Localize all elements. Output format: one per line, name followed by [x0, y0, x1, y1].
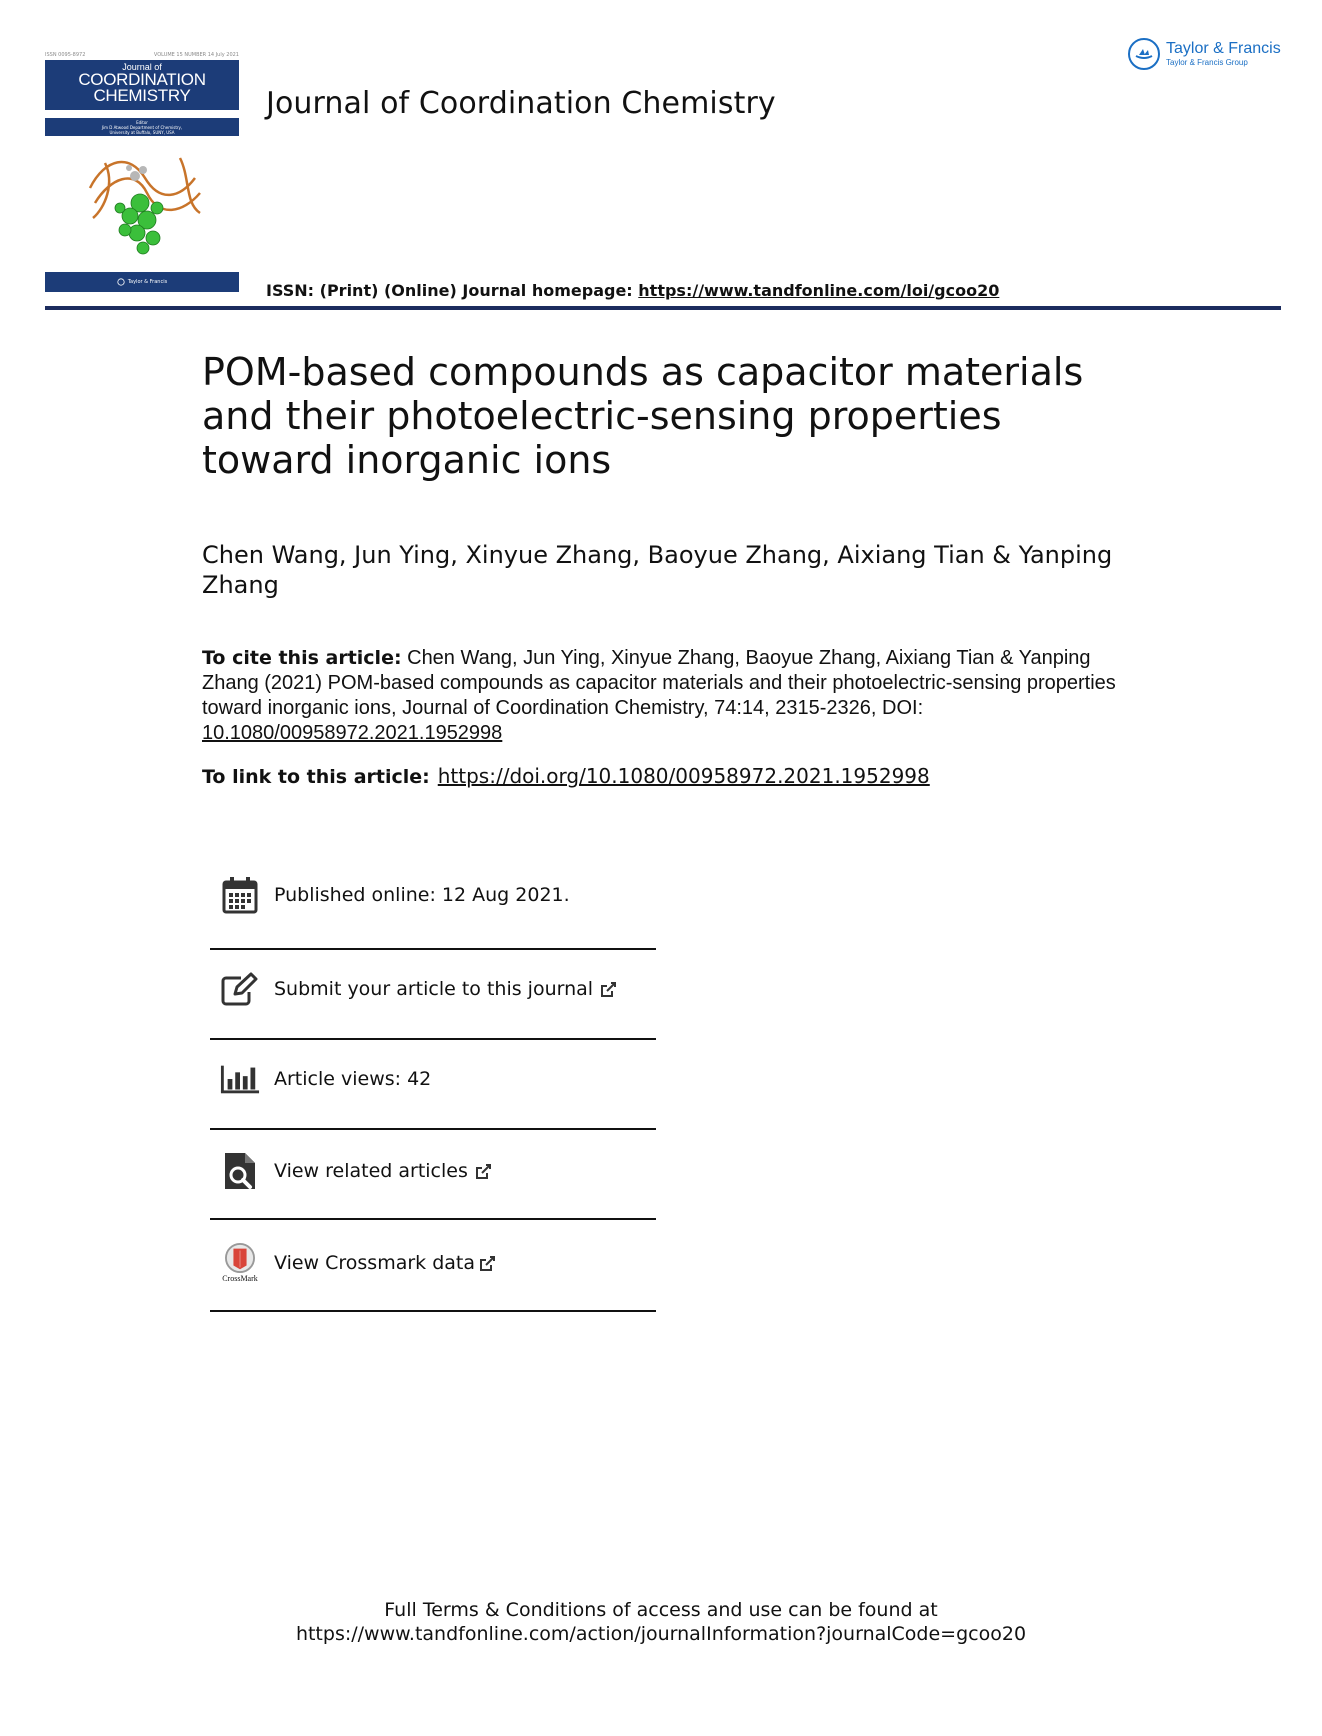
related-articles-row[interactable] [210, 1130, 656, 1212]
cover-editor-band [45, 118, 239, 136]
crossmark-text: View Crossmark data [274, 1252, 476, 1274]
article-link-label: To link to this article: [202, 766, 430, 788]
bar-chart-icon [220, 1059, 260, 1099]
submit-article-link[interactable] [274, 978, 617, 1000]
terms-url[interactable]: https://www.tandfonline.com/action/journalInformation?journalCode=gcoo20 [295, 1623, 1027, 1645]
journal-name: Journal of Coordination Chemistry [266, 86, 776, 121]
related-articles-text: View related articles [274, 1160, 468, 1182]
external-link-icon [599, 981, 617, 999]
article-views-text: Article views: 42 [274, 1068, 432, 1090]
cover-issn: ISSN 0095-8972 [45, 52, 86, 58]
article-views-row [210, 1040, 656, 1118]
crossmark-icon [220, 1243, 260, 1283]
crossmark-row[interactable] [210, 1220, 656, 1306]
related-articles-link[interactable] [274, 1160, 492, 1182]
cover-footer [45, 272, 239, 292]
publisher-group: Taylor & Francis Group [1166, 58, 1248, 67]
info-divider [210, 1310, 656, 1312]
citation-label: To cite this article: [202, 647, 402, 669]
cover-brand-icon [117, 278, 125, 286]
journal-homepage-link[interactable]: https://www.tandfonline.com/loi/gcoo20 [638, 281, 1000, 300]
cover-title-line2: CHEMISTRY [93, 86, 191, 105]
cover-title-band [45, 60, 239, 110]
article-doi-url[interactable]: https://doi.org/10.1080/00958972.2021.1952998 [437, 764, 930, 788]
crossmark-link[interactable] [274, 1252, 496, 1274]
publisher-logo-icon [1128, 38, 1160, 70]
published-online-text: Published online: 12 Aug 2021. [274, 884, 570, 906]
cover-journal-of: Journal of [122, 62, 162, 72]
citation-block [202, 646, 1122, 746]
publisher-name: Taylor & Francis [1166, 40, 1281, 57]
published-online-row [210, 862, 656, 928]
crossmark-badge-text: CrossMark [222, 1274, 258, 1283]
publisher-logo[interactable] [1128, 38, 1281, 70]
citation-doi-link[interactable]: 10.1080/00958972.2021.1952998 [202, 722, 503, 744]
issn-line [266, 281, 999, 300]
calendar-icon [220, 875, 260, 915]
cover-editor-line2: University at Buffalo, SUNY, USA [109, 130, 175, 135]
citation-text: Chen Wang, Jun Ying, Xinyue Zhang, Baoyue Zhang, Aixiang Tian & Yanping Zhang (2021) POM-based compounds as capacitor materials and their photoelectric-sensing properties toward inorganic ions, Journal of Coordination Chemistry, 74:14, 2315-2326, DOI: [202, 647, 1116, 719]
submit-article-row[interactable] [210, 950, 656, 1028]
article-title: POM-based compounds as capacitor materials and their photoelectric-sensing properties toward inorganic ions [202, 350, 1084, 482]
issn-label: ISSN: (Print) (Online) Journal homepage: [266, 281, 639, 300]
cover-title-line1: COORDINATION [78, 70, 206, 89]
molecule-illustration [85, 148, 205, 258]
external-link-icon [478, 1255, 496, 1273]
cover-top-line [45, 52, 239, 60]
cover-brand: Taylor & Francis [127, 279, 168, 285]
article-link-line [202, 764, 930, 788]
header-divider [45, 306, 1281, 310]
cover-volume: VOLUME 15 NUMBER 14 July 2021 [153, 52, 239, 58]
external-link-icon [474, 1163, 492, 1181]
article-authors: Chen Wang, Jun Ying, Xinyue Zhang, Baoyue Zhang, Aixiang Tian & Yanping Zhang [202, 541, 1113, 599]
terms-line1: Full Terms & Conditions of access and use can be found at [384, 1599, 938, 1621]
submit-article-text: Submit your article to this journal [274, 978, 594, 1000]
cover-editor-label: Editor [136, 120, 148, 125]
cover-editor-line1: Jim D Atwood Department of Chemistry, [101, 125, 183, 130]
journal-cover [45, 52, 239, 292]
search-document-icon [220, 1151, 260, 1191]
edit-icon [220, 969, 260, 1009]
article-info-list [210, 862, 656, 1312]
terms-footer [0, 1598, 1322, 1646]
